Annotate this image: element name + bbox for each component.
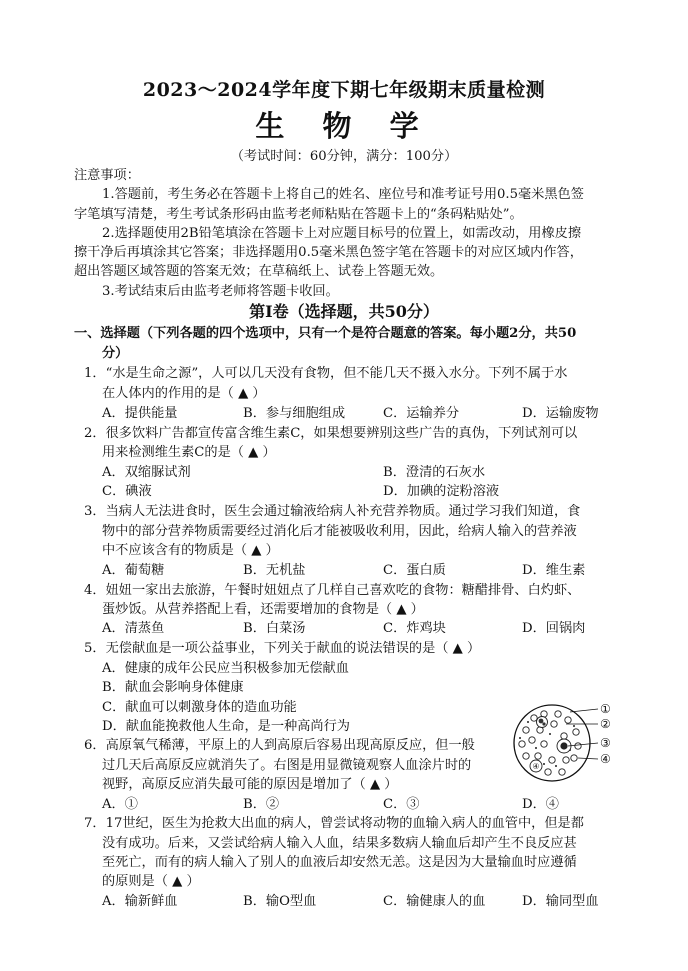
question-4: 4．妞妞一家出去旅游，午餐时妞妞点了几样自己喜欢吃的食物：糖醋排骨、白灼虾、 (84, 583, 581, 598)
figure-label-4: ④ (600, 752, 611, 766)
q7-option-d: D．输同型血 (522, 894, 599, 909)
question-7-line: 没有成功。后来，又尝试给病人输入人血，结果多数病人输血后却产生不良反应甚 (102, 836, 577, 851)
q1-option-d: D．运输废物 (522, 406, 599, 421)
q3-option-b: B．无机盐 (243, 563, 306, 578)
question-6-line: 视野，高原反应消失最可能的原因是增加了（ ▲ ） (102, 777, 398, 792)
q7-option-b: B．输O型血 (243, 894, 317, 909)
question-1: 1．“水是生命之源”，人可以几天没有食物，但不能几天不摄入水分。下列不属于水 (84, 366, 568, 381)
note-line: 1.答题前，考生务必在答题卡上将自己的姓名、座位号和准考证号用0.5毫米黑色签 (102, 187, 584, 202)
question-6: 6．高原氧气稀薄，平原上的人到高原后容易出现高原反应，但一般 (84, 738, 475, 753)
q2-option-b: B．澄清的石灰水 (383, 465, 486, 480)
white-blood-cell-3 (530, 760, 542, 772)
q2-option-d: D．加碘的淀粉溶液 (383, 484, 500, 499)
question-5: 5．无偿献血是一项公益事业，下列关于献血的说法错误的是（ ▲ ） (84, 641, 481, 656)
q1-option-b: B．参与细胞组成 (243, 406, 346, 421)
note-line: 3.考试结束后由监考老师将答题卡收回。 (102, 284, 339, 299)
q7-option-a: A．输新鲜血 (102, 894, 178, 909)
notes-heading: 注意事项： (74, 168, 140, 183)
question-2-line: 用来检测维生素C的是（ ▲ ） (102, 445, 276, 460)
white-blood-cell-1 (537, 717, 548, 728)
q5-option-a: A．健康的成年公民应当积极参加无偿献血 (102, 661, 349, 676)
q4-option-d: D．回锅肉 (522, 621, 586, 636)
question-7-line: 的原则是（ ▲ ） (102, 874, 200, 889)
q6-option-b: B．② (243, 797, 280, 812)
exam-info: （考试时间：60分钟，满分：100分） (230, 149, 458, 164)
note-line: 擦干净后再填涂其它答案；非选择题用0.5毫米黑色签字笔在答题卡的对应区域内作答， (74, 245, 583, 260)
q5-option-d: D．献血能挽救他人生命，是一种高尚行为 (102, 719, 350, 734)
q3-option-a: A．葡萄糖 (102, 563, 165, 578)
section-title: 第Ⅰ卷（选择题，共50分） (249, 302, 439, 321)
q4-option-c: C．炸鸡块 (383, 621, 446, 636)
q3-option-c: C．蛋白质 (383, 563, 446, 578)
blood-smear-figure (508, 700, 628, 790)
q6-option-d: D．④ (522, 797, 559, 812)
q3-option-d: D．维生素 (522, 563, 586, 578)
figure-label-1: ① (600, 702, 611, 716)
section-intro: 分） (102, 346, 129, 361)
q5-option-c: C．献血可以刺激身体的造血功能 (102, 700, 297, 715)
q6-option-c: C．③ (383, 797, 420, 812)
question-7-line: 至死亡，而有的病人输入了别人的血液后却安然无恙。这是因为大量输血时应遵循 (102, 855, 577, 870)
question-2: 2．很多饮料广告都宣传富含维生素C，如果想要辨别这些广告的真伪，下列试剂可以 (84, 426, 578, 441)
q4-option-b: B．白菜汤 (243, 621, 306, 636)
q1-option-c: C．运输养分 (383, 406, 460, 421)
question-6-line: 过几天后高原反应就消失了。右图是用显微镜观察人血涂片时的 (102, 758, 472, 773)
exam-title: 2023～2024学年度下期七年级期末质量检测 (142, 79, 546, 101)
subject-title: 生 物 学 (255, 109, 433, 143)
question-3: 3．当病人无法进食时，医生会通过输液给病人补充营养物质。通过学习我们知道，食 (84, 504, 581, 519)
cell-label: ④ (532, 762, 540, 771)
q4-option-a: A．清蒸鱼 (102, 621, 165, 636)
note-line: 字笔填写清楚，考生考试条形码由监考老师粘贴在答题卡上的“条码粘贴处”。 (74, 207, 523, 222)
figure-label-3: ③ (600, 736, 611, 750)
section-intro: 一、选择题（下列各题的四个选项中，只有一个是符合题意的答案。每小题2分，共50 (74, 326, 577, 341)
q2-option-c: C．碘液 (102, 484, 152, 499)
note-line: 超出答题区域答题的答案无效；在草稿纸上、试卷上答题无效。 (74, 264, 444, 279)
question-3-line: 中不应该含有的物质是（ ▲ ） (102, 543, 279, 558)
q5-option-b: B．献血会影响身体健康 (102, 680, 244, 695)
q7-option-c: C．输健康人的血 (383, 894, 486, 909)
figure-label-2: ② (600, 717, 611, 731)
question-3-line: 物中的部分营养物质需要经过消化后才能被吸收利用，因此，给病人输入的营养液 (102, 524, 577, 539)
question-4-line: 蛋炒饭。从营养搭配上看，还需要增加的食物是（ ▲ ） (102, 602, 424, 617)
q2-option-a: A．双缩脲试剂 (102, 465, 191, 480)
question-1-line: 在人体内的作用的是（ ▲ ） (102, 386, 266, 401)
note-line: 2.选择题使用2B铅笔填涂在答题卡上对应题目标号的位置上，如需改动，用橡皮擦 (102, 226, 582, 241)
question-7: 7．17世纪，医生为抢救大出血的病人，曾尝试将动物的血输入病人的血管中，但是都 (84, 816, 584, 831)
q1-option-a: A．提供能量 (102, 406, 178, 421)
q6-option-a: A．① (102, 797, 138, 812)
